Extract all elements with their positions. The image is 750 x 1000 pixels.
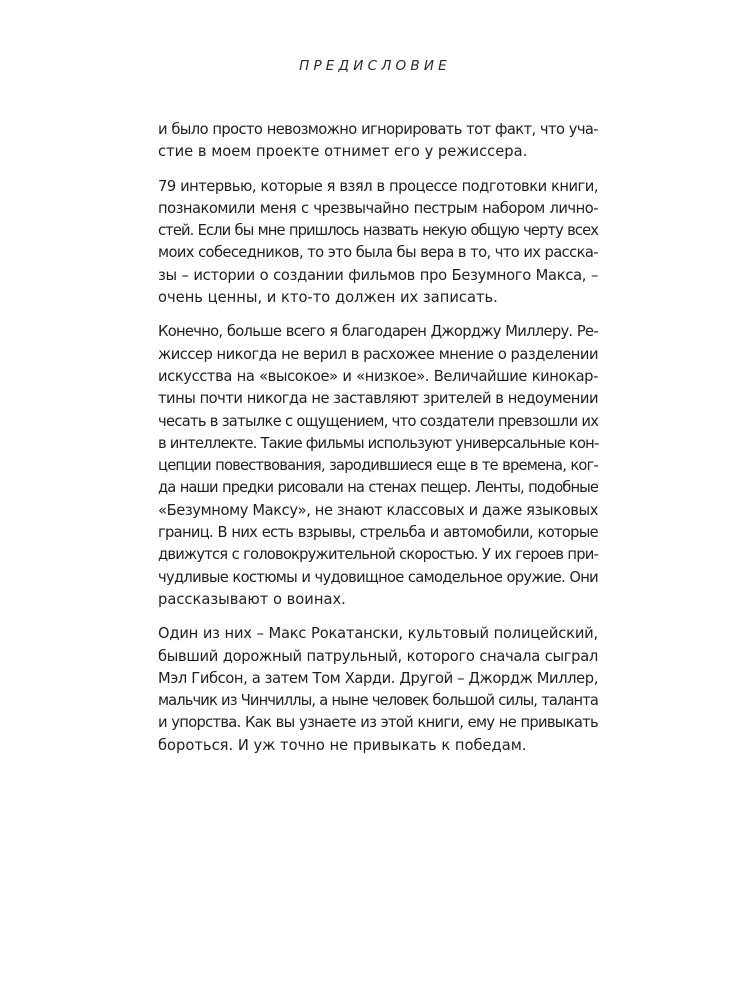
text-line: Один из них – Макс Рокатански, культовый полицейский, — [158, 625, 598, 643]
text-line: бывший дорожный патрульный, которого сначала сыграл — [158, 647, 598, 665]
text-line: бороться. И уж точно не привыкать к победам. — [158, 736, 527, 754]
text-line: познакомили меня с чрезвычайно пестрым набором лично- — [158, 199, 598, 217]
paragraph — [158, 623, 598, 757]
text-line: и упорства. Как вы узнаете из этой книги, ему не привыкать — [158, 714, 598, 732]
text-line: стей. Если бы мне пришлось назвать некую общую черту всех — [158, 222, 598, 240]
text-line: жиссер никогда не верил в расхожее мнение о разделении — [158, 345, 598, 363]
text-line: тины почти никогда не заставляют зрителей в недоумении — [158, 390, 598, 408]
paragraph — [158, 119, 598, 164]
text-line: моих собеседников, то это была бы вера в то, что их расска- — [158, 244, 598, 262]
text-line: да наши предки рисовали на стенах пещер. Ленты, подобные — [158, 479, 598, 497]
text-line: чудливые костюмы и чудовищное самодельное оружие. Они — [158, 568, 598, 586]
text-line: в интеллекте. Такие фильмы используют универсальные кон- — [158, 434, 599, 452]
text-line: цепции повествования, зародившиеся еще в те времена, ког- — [158, 457, 598, 475]
text-line: движутся с головокружительной скоростью. У их героев при- — [158, 546, 598, 564]
text-line: Конечно, больше всего я благодарен Джорджу Миллеру. Ре- — [158, 323, 598, 341]
text-line: чесать в затылке с ощущением, что создатели превзошли их — [158, 412, 599, 430]
text-line: мальчик из Чинчиллы, а ныне человек большой силы, таланта — [158, 692, 598, 710]
text-line: стие в моем проекте отнимет его у режиссера. — [158, 143, 528, 161]
text-line: 79 интервью, которые я взял в процессе подготовки книги, — [158, 177, 598, 195]
body-text — [158, 119, 598, 769]
text-line: очень ценны, и кто-то должен их записать. — [158, 289, 498, 307]
text-line: Мэл Гибсон, а затем Том Харди. Другой – Джордж Миллер, — [158, 669, 598, 687]
paragraph — [158, 321, 598, 611]
text-line: «Безумному Максу», не знают классовых и даже языковых — [158, 501, 598, 519]
text-line: границ. В них есть взрывы, стрельба и автомобили, которые — [158, 524, 598, 542]
text-line: рассказывают о воинах. — [158, 590, 346, 608]
running-header: ПРЕДИСЛОВИЕ — [299, 58, 451, 74]
paragraph — [158, 176, 598, 310]
text-line: и было просто невозможно игнорировать тот факт, что уча- — [158, 121, 598, 138]
text-line: искусства на «высокое» и «низкое». Величайшие кинокар- — [158, 367, 598, 385]
text-line: зы – истории о создании фильмов про Безумного Макса, – — [158, 266, 598, 284]
